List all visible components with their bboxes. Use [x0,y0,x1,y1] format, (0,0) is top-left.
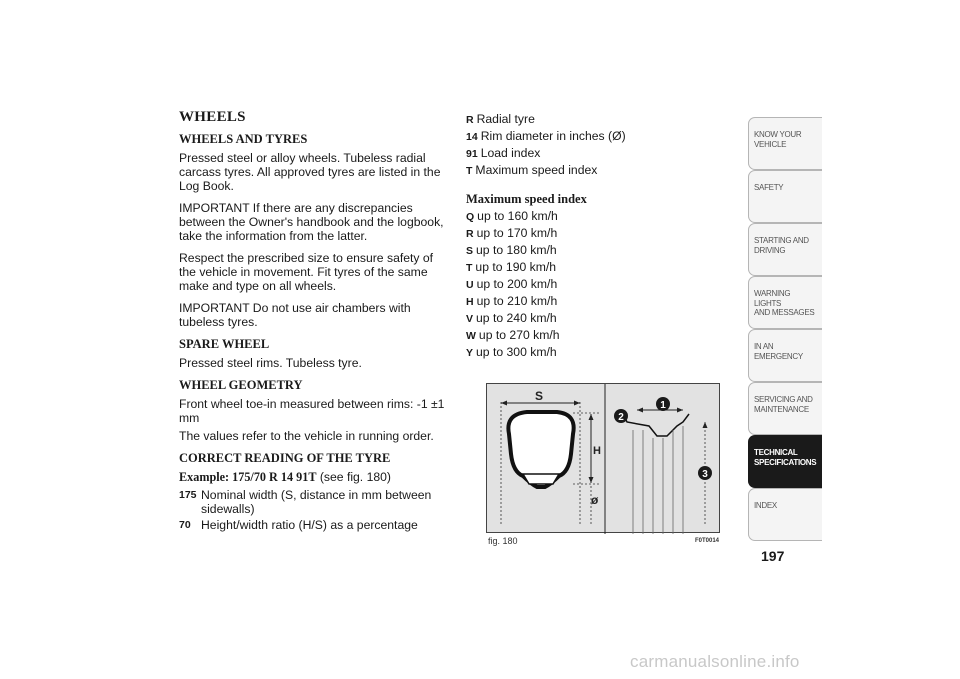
speed-item [466,344,716,361]
width-label: S [535,389,544,403]
speed-item [466,225,716,242]
arrow-head [574,401,580,406]
tab-label: INDEX [754,501,777,510]
paragraph: Respect the prescribed size to ensure safety of the vehicle in movement. Fit tyres of the same make and type on all wheels. [179,251,434,293]
arrow-head [589,414,594,420]
speed-value: up to 210 km/h [476,294,558,308]
important-note: IMPORTANT Do not use air chambers with tubeless tyres. [179,301,411,329]
code-item [466,162,716,179]
callout-2-label: 2 [618,412,624,423]
spare-wheel-heading: SPARE WHEEL [179,337,270,351]
tab-starting-and-driving[interactable] [748,223,822,276]
paragraph: Front wheel toe-in measured between rims: -1 ±1 mm [179,397,445,425]
speed-code: W [466,330,476,342]
arrow-head [703,422,708,428]
tab-label: SPECIFICATIONS [754,457,817,467]
speed-code: V [466,313,474,325]
code-key: 70 [179,519,191,531]
tab-label: WARNING LIGHTS [754,289,791,308]
tyre-diagram [486,383,720,533]
tab-label: STARTING AND [754,236,809,245]
callout-3-label: 3 [702,469,708,480]
code-description: Radial tyre [476,112,535,126]
code-key: R [466,114,474,126]
tab-warning-lights[interactable] [748,276,822,329]
code-item [179,518,449,532]
figure-caption: fig. 180 [488,536,518,546]
diameter-label: ø [591,493,599,507]
tab-know-your-vehicle[interactable] [748,117,822,170]
speed-value: up to 270 km/h [478,328,560,342]
rim-profile [523,474,559,484]
speed-item [466,242,716,259]
example-label: Example: 175/70 R 14 91T [179,470,317,484]
wheels-and-tyres-heading: WHEELS AND TYRES [179,132,308,146]
speed-code: H [466,296,474,308]
speed-index-heading: Maximum speed index [466,192,587,206]
speed-item [466,293,716,310]
tyre-diagram-svg [487,384,721,534]
code-key: T [466,165,473,177]
speed-code: Y [466,347,474,359]
tab-technical-specifications[interactable] [748,435,822,488]
speed-value: up to 190 km/h [475,260,557,274]
watermark: carmanualsonline.info [630,652,800,671]
speed-value: up to 300 km/h [476,345,557,359]
speed-value: up to 240 km/h [476,311,557,325]
tab-label: SAFETY [754,183,784,192]
code-item [466,145,716,162]
tab-label: TECHNICAL [754,448,798,457]
arrow-head [677,408,683,413]
code-item [466,128,716,145]
code-description: Load index [480,146,541,160]
tab-label: SERVICING AND [754,395,813,404]
speed-code: R [466,228,474,240]
speed-code: S [466,245,474,257]
speed-code: T [466,262,473,274]
tab-in-an-emergency[interactable] [748,329,822,382]
speed-code: U [466,279,474,291]
code-description: Maximum speed index [475,163,598,177]
chapter-tabs [748,117,822,541]
height-label: H [593,445,601,457]
paragraph: Pressed steel rims. Tubeless tyre. [179,356,362,370]
tyre-reading-heading: CORRECT READING OF THE TYRE [179,451,391,465]
paragraph: The values refer to the vehicle in running order. [179,429,434,443]
speed-value: up to 200 km/h [476,277,558,291]
figure-reference: (see fig. 180) [319,470,391,484]
code-description: Nominal width (S, distance in mm between sidewalls) [201,488,432,516]
left-column [179,110,449,534]
tab-label: IN AN EMERGENCY [754,342,803,361]
speed-item [466,208,716,225]
arrow-head [589,477,594,483]
speed-value: up to 180 km/h [476,243,557,257]
paragraph: Pressed steel or alloy wheels. Tubeless radial carcass tyres. All approved tyres are listed in the Log Book. [179,151,441,193]
important-note: IMPORTANT If there are any discrepancies between the Owner's handbook and the logbook, take the information from the latter. [179,201,444,243]
speed-code: Q [466,211,475,223]
speed-item [466,310,716,327]
code-item [466,111,716,128]
code-description: Height/width ratio (H/S) as a percentage [201,518,418,532]
tab-index[interactable] [748,488,822,541]
tab-label: VEHICLE [754,139,787,149]
wheel-geometry-heading: WHEEL GEOMETRY [179,378,303,392]
callout-1-label: 1 [660,400,666,411]
code-key: 91 [466,148,478,160]
code-key: 175 [179,489,197,501]
speed-item [466,276,716,293]
tab-label: DRIVING [754,245,786,255]
section-title: WHEELS [179,109,246,125]
page-number: 197 [761,548,785,564]
tab-label: MAINTENANCE [754,404,809,414]
tyre-example [179,470,449,484]
tab-safety[interactable] [748,170,822,223]
tab-label: AND MESSAGES [754,308,815,317]
tab-servicing-and-maintenance[interactable] [748,382,822,435]
right-column [466,111,716,361]
speed-item [466,259,716,276]
code-item [179,488,449,516]
speed-value: up to 170 km/h [476,226,558,240]
code-description: Rim diameter in inches (Ø) [480,129,626,143]
figure-code: F0T0014 [695,538,720,544]
arrow-head [501,401,507,406]
tab-label: KNOW YOUR [754,130,802,139]
speed-item [466,327,716,344]
speed-value: up to 160 km/h [477,209,558,223]
code-key: 14 [466,131,478,143]
arrow-head [637,408,643,413]
